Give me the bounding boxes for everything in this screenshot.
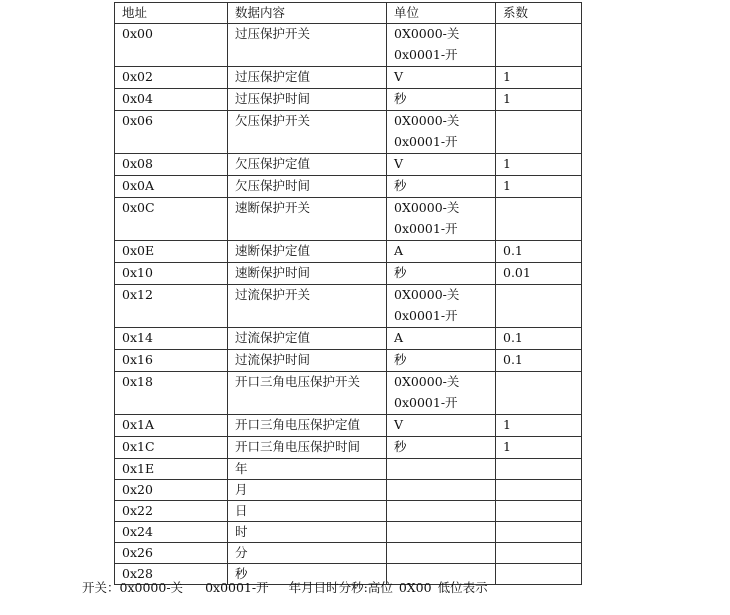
table-row [115, 198, 582, 241]
table-row [115, 241, 582, 263]
unit-line: 0x0001-开 [394, 221, 458, 236]
cell-address: 0x1C [115, 437, 228, 459]
table-row [115, 67, 582, 89]
cell-unit [387, 437, 496, 459]
cell-unit [387, 111, 496, 154]
cell-content: 开口三角电压保护开关 [228, 372, 387, 415]
unit-line: 秒 [394, 91, 407, 106]
unit-line: 0x0001-开 [394, 395, 458, 410]
unit-line: 0x0001-开 [394, 134, 458, 149]
table-row [115, 459, 582, 480]
cell-coefficient: 0.1 [496, 241, 582, 263]
footnote-on: 0x0001-开 [205, 580, 269, 595]
table-row [115, 501, 582, 522]
cell-address: 0x1A [115, 415, 228, 437]
footnote-prefix: 开关： [82, 580, 120, 595]
cell-address: 0x04 [115, 89, 228, 111]
table-row [115, 111, 582, 154]
cell-address: 0x14 [115, 328, 228, 350]
cell-coefficient: 0.1 [496, 350, 582, 372]
table-row [115, 480, 582, 501]
unit-line: 0X0000-关 [394, 200, 460, 215]
unit-line: 秒 [394, 352, 407, 367]
unit-line: 0X0000-关 [394, 113, 460, 128]
table-row [115, 522, 582, 543]
cell-address: 0x08 [115, 154, 228, 176]
cell-content: 欠压保护定值 [228, 154, 387, 176]
cell-unit [387, 459, 496, 480]
cell-address: 0x0E [115, 241, 228, 263]
cell-unit [387, 24, 496, 67]
cell-unit [387, 501, 496, 522]
cell-content: 过流保护开关 [228, 285, 387, 328]
cell-content: 开口三角电压保护定值 [228, 415, 387, 437]
footnote-code: 0X00 [398, 580, 432, 595]
table-row [115, 372, 582, 415]
cell-address: 0x06 [115, 111, 228, 154]
cell-address: 0x0C [115, 198, 228, 241]
cell-unit [387, 522, 496, 543]
cell-coefficient: 1 [496, 89, 582, 111]
cell-address: 0x10 [115, 263, 228, 285]
unit-line: A [394, 243, 404, 258]
header-coefficient: 系数 [496, 3, 582, 24]
cell-address: 0x20 [115, 480, 228, 501]
cell-unit [387, 67, 496, 89]
header-address: 地址 [115, 3, 228, 24]
unit-line: 0X0000-关 [394, 287, 460, 302]
table-row [115, 328, 582, 350]
unit-line: 0x0001-开 [394, 308, 458, 323]
cell-content: 年 [228, 459, 387, 480]
cell-content: 速断保护时间 [228, 263, 387, 285]
register-table [114, 2, 582, 585]
table-row [115, 263, 582, 285]
cell-coefficient [496, 564, 582, 585]
cell-coefficient [496, 459, 582, 480]
cell-address: 0x22 [115, 501, 228, 522]
cell-unit [387, 176, 496, 198]
cell-coefficient [496, 501, 582, 522]
cell-coefficient: 1 [496, 176, 582, 198]
cell-address: 0x0A [115, 176, 228, 198]
cell-address: 0x00 [115, 24, 228, 67]
cell-unit [387, 480, 496, 501]
table-header-row [115, 3, 582, 24]
unit-line: 秒 [394, 178, 407, 193]
cell-content: 时 [228, 522, 387, 543]
table-row [115, 176, 582, 198]
table-row [115, 543, 582, 564]
cell-coefficient: 1 [496, 67, 582, 89]
cell-unit [387, 415, 496, 437]
cell-address: 0x02 [115, 67, 228, 89]
cell-unit [387, 285, 496, 328]
cell-content: 速断保护定值 [228, 241, 387, 263]
header-content: 数据内容 [228, 3, 387, 24]
cell-content: 月 [228, 480, 387, 501]
cell-content: 过流保护定值 [228, 328, 387, 350]
cell-unit [387, 263, 496, 285]
unit-line: 0X0000-关 [394, 374, 460, 389]
cell-address: 0x18 [115, 372, 228, 415]
cell-coefficient [496, 24, 582, 67]
cell-coefficient: 1 [496, 437, 582, 459]
cell-coefficient [496, 198, 582, 241]
cell-unit [387, 198, 496, 241]
footnote [82, 580, 488, 596]
unit-line: V [394, 156, 404, 171]
cell-content: 过流保护时间 [228, 350, 387, 372]
cell-address: 0x1E [115, 459, 228, 480]
cell-address: 0x12 [115, 285, 228, 328]
cell-address: 0x16 [115, 350, 228, 372]
unit-line: V [394, 69, 404, 84]
unit-line: A [394, 330, 404, 345]
cell-coefficient [496, 285, 582, 328]
cell-unit [387, 154, 496, 176]
unit-line: 秒 [394, 439, 407, 454]
table-row [115, 285, 582, 328]
cell-coefficient [496, 372, 582, 415]
table-row [115, 89, 582, 111]
table-row [115, 24, 582, 67]
cell-unit [387, 350, 496, 372]
cell-address: 0x26 [115, 543, 228, 564]
cell-coefficient: 1 [496, 154, 582, 176]
cell-coefficient [496, 111, 582, 154]
cell-coefficient: 1 [496, 415, 582, 437]
unit-line: 0x0001-开 [394, 47, 458, 62]
table-row [115, 154, 582, 176]
cell-address: 0x28 [115, 564, 228, 585]
table-row [115, 437, 582, 459]
unit-line: V [394, 417, 404, 432]
cell-unit [387, 543, 496, 564]
cell-content: 过压保护开关 [228, 24, 387, 67]
footnote-low-note: 低位表示 [437, 580, 488, 595]
header-unit: 单位 [387, 3, 496, 24]
table-row [115, 415, 582, 437]
cell-content: 开口三角电压保护时间 [228, 437, 387, 459]
cell-content: 速断保护开关 [228, 198, 387, 241]
cell-coefficient [496, 480, 582, 501]
table-body [115, 24, 582, 585]
cell-coefficient: 0.01 [496, 263, 582, 285]
cell-content: 欠压保护时间 [228, 176, 387, 198]
table-row [115, 350, 582, 372]
footnote-off: 0x0000-关 [119, 580, 184, 595]
cell-content: 过压保护时间 [228, 89, 387, 111]
cell-address: 0x24 [115, 522, 228, 543]
cell-unit [387, 372, 496, 415]
cell-content: 日 [228, 501, 387, 522]
cell-unit [387, 328, 496, 350]
cell-unit [387, 241, 496, 263]
unit-line: 0X0000-关 [394, 26, 460, 41]
cell-content: 分 [228, 543, 387, 564]
cell-content: 欠压保护开关 [228, 111, 387, 154]
cell-coefficient [496, 543, 582, 564]
footnote-datetime-note: 年月日时分秒:高位 [288, 580, 393, 595]
unit-line: 秒 [394, 265, 407, 280]
cell-coefficient [496, 522, 582, 543]
cell-unit [387, 89, 496, 111]
cell-coefficient: 0.1 [496, 328, 582, 350]
cell-content: 过压保护定值 [228, 67, 387, 89]
cell-content: 秒 [228, 564, 387, 585]
